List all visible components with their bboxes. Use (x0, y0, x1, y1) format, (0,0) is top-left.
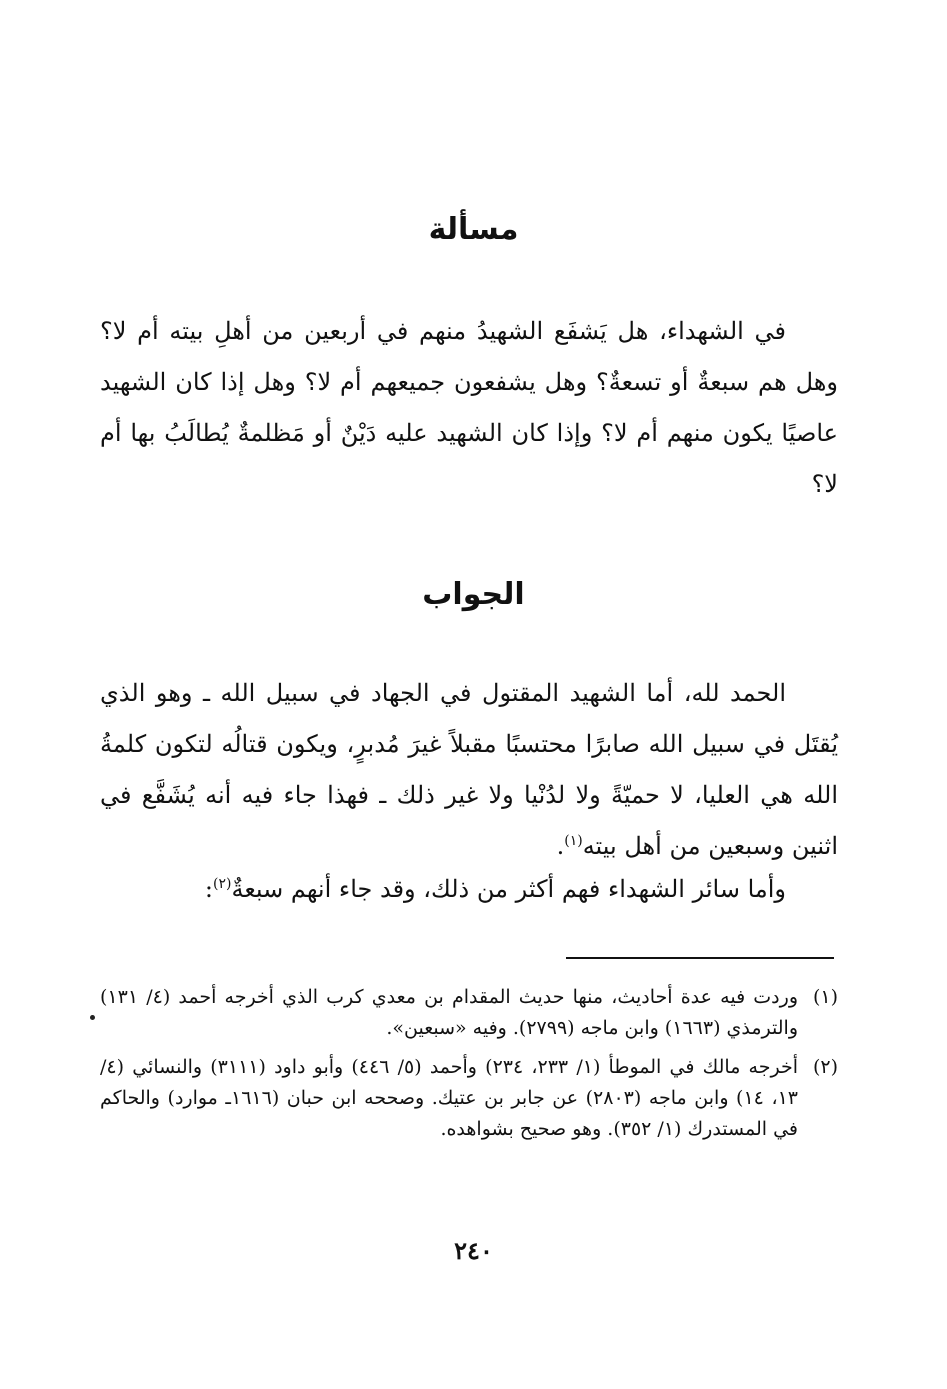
answer-paragraph-2-text: وأما سائر الشهداء فهم أكثر من ذلك، وقد جاء أنهم سبعةٌ (231, 875, 786, 903)
answer-paragraph-1-end: . (556, 832, 565, 860)
scan-speck (90, 1015, 95, 1020)
footnote-1-number: (١) (812, 986, 838, 1008)
question-paragraph: في الشهداء، هل يَشفَع الشهيدُ منهم في أربعين من أهلِ بيته أم لا؟ وهل هم سبعةٌ أو تسعةٌ؟ وهل يشفعون جميعهم أم لا؟ وهل إذا كان الشهيد عاصيًا يكون منهم أم لا؟ وإذا كان الشهيد عليه دَيْنٌ أو مَظلمةٌ يُطالَبُ بها أم لا؟ (100, 317, 838, 498)
footnote-2-text: أخرجه مالك في الموطأ (١/ ٢٣٣، ٢٣٤) وأحمد (٥/ ٤٤٦) وأبو داود (٣١١١) والنسائي (٤/ ١٣، ١٤) وابن ماجه (٢٨٠٣) عن جابر بن عتيك. وصححه ابن حبان (١٦١٦ـ موارد) والحاكم في المستدرك (١/ ٣٥٢). وهو صحيح بشواهده. (100, 1056, 798, 1140)
answer-paragraph-1 (100, 668, 838, 872)
footnote-2 (100, 1052, 838, 1145)
footnote-1 (100, 982, 838, 1044)
answer-paragraph-2 (100, 864, 838, 915)
footnote-1-text: وردت فيه عدة أحاديث، منها حديث المقدام بن معدي كرب الذي أخرجه أحمد (٤/ ١٣١) والترمذي (١٦٦٣) وابن ماجه (٢٧٩٩). وفيه «سبعين». (100, 986, 798, 1039)
answer-paragraph-2-end: : (204, 875, 213, 903)
answer-heading: الجواب (422, 577, 525, 612)
footnote-ref-2: (٢) (213, 876, 232, 892)
footnote-separator (566, 957, 834, 959)
answer-paragraph-1-text: الحمد لله، أما الشهيد المقتول في الجهاد في سبيل الله ـ وهو الذي يُقتَل في سبيل الله صابرًا محتسبًا مقبلاً غيرَ مُدبرٍ، ويكون قتالُه لتكون كلمةُ الله هي العليا، لا حميّةً ولا لدُنْيا ولا غير ذلك ـ فهذا جاء فيه أنه يُشَفَّع في اثنين وسبعين من أهل بيته (100, 679, 838, 860)
footnote-2-number: (٢) (812, 1056, 838, 1078)
page-number: ٢٤٠ (454, 1236, 493, 1265)
question-heading: مسألة (428, 212, 519, 247)
footnote-ref-1: (١) (564, 833, 583, 849)
